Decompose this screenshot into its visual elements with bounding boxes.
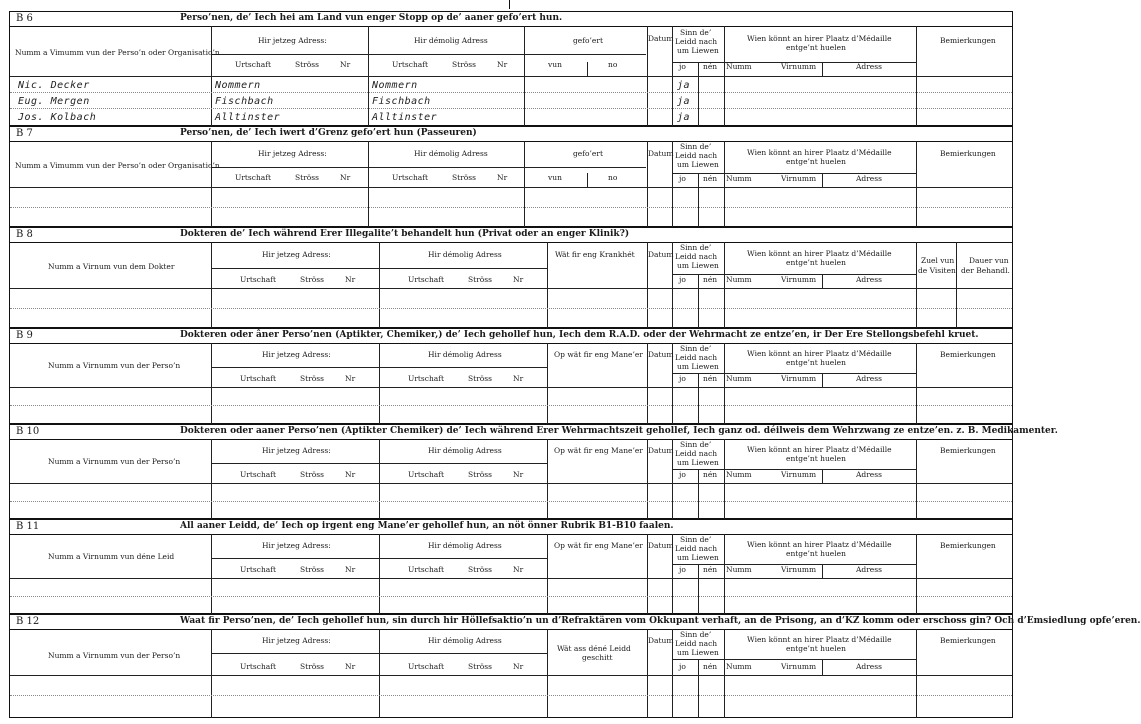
- alive-label-1: Sinn de’: [680, 28, 712, 37]
- col-name-label: Numm a Virnumm vun déne Leid: [48, 552, 175, 561]
- no-label: nén: [703, 470, 718, 479]
- ortschaft-label: Urtschaft: [408, 565, 445, 574]
- nr-label: Nr: [513, 662, 524, 671]
- strooss-label: Ströss: [300, 470, 324, 479]
- alive-label-3: um Liewen: [677, 553, 719, 562]
- nr-label: Nr: [513, 470, 524, 479]
- entry-former-address: Fischbach: [372, 96, 431, 107]
- alive-label-2: Leidd nach: [675, 544, 718, 553]
- alive-label-1: Sinn de’: [680, 535, 712, 544]
- entry-former-address: Alltinster: [372, 112, 438, 123]
- strooss-label: Ströss: [300, 662, 324, 671]
- alive-label-3: um Liewen: [677, 362, 719, 371]
- medal-label-1: Wien könnt an hirer Plaatz d’Médaille: [747, 34, 892, 43]
- illness-label: Wät fir eng Krankhét: [555, 250, 635, 259]
- what-happened-label-2: geschitt: [582, 653, 613, 662]
- current-address-label: Hir jetzeg Adress:: [258, 36, 327, 45]
- numm-label: Numm: [726, 565, 752, 574]
- medal-label-1: Wien könnt an hirer Plaatz d’Médaille: [747, 148, 892, 157]
- manner-label: Op wät fir eng Mane’er: [554, 541, 643, 550]
- strooss-label: Ströss: [468, 374, 492, 383]
- yes-label: jo: [679, 374, 686, 383]
- adress-label: Adress: [856, 62, 882, 71]
- section-b10: [9, 424, 1058, 519]
- medal-label-1: Wien könnt an hirer Plaatz d’Médaille: [747, 635, 892, 644]
- ortschaft-label: Urtschaft: [408, 374, 445, 383]
- section-code: B 9: [16, 330, 33, 341]
- col-name-label: Numm a Virnumm vun der Perso’n: [48, 457, 181, 466]
- section-b9: [9, 328, 1013, 424]
- ortschaft-label: Urtschaft: [240, 565, 277, 574]
- yes-label: jo: [679, 62, 686, 71]
- strooss-label: Ströss: [295, 173, 319, 182]
- alive-label-2: Leidd nach: [675, 449, 718, 458]
- section-code: B 10: [16, 426, 40, 437]
- section-code: B 12: [16, 616, 40, 627]
- section-title: Dokteren oder aaner Perso’nen (Aptikter Chemiker) de’ Iech während Erer Wehrmachtszeit gehollef, Iech ganz od. déilweis dem Wehrzwang ze entze’en. z. B. Medikamenter.: [180, 426, 1058, 436]
- ortschaft-label: Urtschaft: [408, 275, 445, 284]
- section-b6: [9, 11, 1013, 126]
- section-title: Dokteren oder âner Perso’nen (Aptikter, Chemiker,) de’ Iech gehollef hun, Iech dem R.A.D. oder der Wehrmacht ze entze’en, ir Der Ere Stellongsbefehl kruet.: [180, 330, 979, 340]
- strooss-label: Ströss: [468, 470, 492, 479]
- numm-label: Numm: [726, 275, 752, 284]
- yes-label: jo: [679, 275, 686, 284]
- entry-name: Jos. Kolbach: [18, 112, 97, 123]
- date-label: Datum: [648, 149, 674, 158]
- col-name-label: Numm a Virnum vun dem Dokter: [48, 262, 175, 271]
- entry-alive: ja: [677, 80, 691, 91]
- medal-label-2: entge’nt huelen: [786, 644, 846, 653]
- visits-label-2: de Visiten: [918, 266, 956, 275]
- strooss-label: Ströss: [452, 173, 476, 182]
- medal-label-1: Wien könnt an hirer Plaatz d’Médaille: [747, 540, 892, 549]
- section-b10-header: [10, 425, 1058, 440]
- numm-label: Numm: [726, 662, 752, 671]
- current-address-label: Hir jetzeg Adress:: [258, 149, 327, 158]
- col-name-label: Numm a Virnumm vun der Perso’n: [48, 651, 181, 660]
- ortschaft-label: Urtschaft: [235, 60, 272, 69]
- entry-alive: ja: [677, 112, 691, 123]
- former-address-label: Hir démolig Adress: [428, 250, 502, 259]
- entry-name: Nic. Decker: [18, 80, 90, 91]
- no-label: nén: [703, 174, 718, 183]
- alive-label-3: um Liewen: [677, 458, 719, 467]
- nr-label: Nr: [345, 470, 356, 479]
- medal-label-2: entge’nt huelen: [786, 157, 846, 166]
- entry-current-address: Fischbach: [215, 96, 274, 107]
- ortschaft-label: Urtschaft: [240, 374, 277, 383]
- ortschaft-label: Urtschaft: [235, 173, 272, 182]
- alive-label-1: Sinn de’: [680, 243, 712, 252]
- strooss-label: Ströss: [468, 662, 492, 671]
- no-label: nén: [703, 374, 718, 383]
- ortschaft-label: Urtschaft: [392, 173, 429, 182]
- medal-label-2: entge’nt huelen: [786, 43, 846, 52]
- ortschaft-label: Urtschaft: [392, 60, 429, 69]
- current-address-label: Hir jetzeg Adress:: [262, 446, 331, 455]
- section-b11-header: [10, 520, 1012, 535]
- virnumm-label: Virnumm: [781, 174, 817, 183]
- ortschaft-label: Urtschaft: [240, 470, 277, 479]
- nr-label: Nr: [513, 374, 524, 383]
- alive-label-1: Sinn de’: [680, 142, 712, 151]
- medal-label-1: Wien könnt an hirer Plaatz d’Médaille: [747, 349, 892, 358]
- section-b9-header: [10, 329, 1012, 344]
- section-title: Perso’nen, de’ Iech hei am Land vun enger Stopp op de’ aaner gefo’ert hun.: [180, 13, 563, 23]
- virnumm-label: Virnumm: [781, 275, 817, 284]
- alive-label-3: um Liewen: [677, 648, 719, 657]
- remarks-label: Bemierkungen: [940, 36, 996, 45]
- nr-label: Nr: [345, 565, 356, 574]
- duration-label-2: der Behandl.: [961, 266, 1010, 275]
- section-b6-header: [10, 12, 1012, 27]
- virnumm-label: Virnumm: [781, 470, 817, 479]
- former-address-label: Hir démolig Adress: [428, 636, 502, 645]
- medal-label-1: Wien könnt an hirer Plaatz d’Médaille: [747, 249, 892, 258]
- section-title: Perso’nen, de’ Iech iwert d’Grenz gefo’ert hun (Passeuren): [180, 128, 477, 138]
- section-code: B 6: [16, 13, 33, 24]
- strooss-label: Ströss: [300, 275, 324, 284]
- alive-label-1: Sinn de’: [680, 440, 712, 449]
- section-b8: [9, 227, 1013, 328]
- entry-former-address: Nommern: [372, 80, 418, 91]
- section-code: B 8: [16, 229, 33, 240]
- adress-label: Adress: [856, 174, 882, 183]
- alive-label-1: Sinn de’: [680, 630, 712, 639]
- section-title: Waat fir Perso’nen, de’ Iech gehollef hun, sin durch hir Höllefsaktio’n un d’Refraktären vom Okkupant verhaft, an de Prisong, an d’KZ komm oder erschoss gin? Och d’Emsiedlung opfe’eren.: [180, 616, 1141, 626]
- numm-label: Numm: [726, 174, 752, 183]
- adress-label: Adress: [856, 275, 882, 284]
- alive-label-3: um Liewen: [677, 160, 719, 169]
- strooss-label: Ströss: [300, 374, 324, 383]
- transported-label: gefo’ert: [573, 36, 603, 45]
- medal-label-2: entge’nt huelen: [786, 549, 846, 558]
- date-label: Datum: [648, 541, 674, 550]
- current-address-label: Hir jetzeg Adress:: [262, 250, 331, 259]
- date-label: Datum: [648, 636, 674, 645]
- alive-label-2: Leidd nach: [675, 252, 718, 261]
- visits-label-1: Zuel vun: [921, 256, 955, 265]
- virnumm-label: Virnumm: [781, 662, 817, 671]
- alive-label-3: um Liewen: [677, 261, 719, 270]
- strooss-label: Ströss: [300, 565, 324, 574]
- col-name-label: Numm a Vimumm vun der Perso’n oder Organisatio’n: [15, 48, 220, 57]
- no-label: nén: [703, 275, 718, 284]
- alive-label-3: um Liewen: [677, 46, 719, 55]
- alive-label-2: Leidd nach: [675, 151, 718, 160]
- remarks-label: Bemierkungen: [940, 446, 996, 455]
- to-label: no: [608, 173, 618, 182]
- ortschaft-label: Urtschaft: [240, 662, 277, 671]
- top-tick: [509, 0, 510, 9]
- alive-label-1: Sinn de’: [680, 344, 712, 353]
- strooss-label: Ströss: [468, 275, 492, 284]
- alive-label-2: Leidd nach: [675, 639, 718, 648]
- ortschaft-label: Urtschaft: [408, 470, 445, 479]
- yes-label: jo: [679, 565, 686, 574]
- alive-label-2: Leidd nach: [675, 353, 718, 362]
- virnumm-label: Virnumm: [781, 62, 817, 71]
- strooss-label: Ströss: [452, 60, 476, 69]
- strooss-label: Ströss: [468, 565, 492, 574]
- numm-label: Numm: [726, 62, 752, 71]
- remarks-label: Bemierkungen: [940, 350, 996, 359]
- adress-label: Adress: [856, 565, 882, 574]
- from-label: vun: [548, 60, 562, 69]
- no-label: nén: [703, 565, 718, 574]
- former-address-label: Hir démolig Adress: [428, 350, 502, 359]
- nr-label: Nr: [513, 565, 524, 574]
- medal-label-2: entge’nt huelen: [786, 358, 846, 367]
- adress-label: Adress: [856, 374, 882, 383]
- what-happened-label-1: Wät ass déné Leidd: [557, 644, 631, 653]
- adress-label: Adress: [856, 470, 882, 479]
- date-label: Datum: [648, 446, 674, 455]
- nr-label: Nr: [497, 60, 508, 69]
- nr-label: Nr: [340, 173, 351, 182]
- numm-label: Numm: [726, 374, 752, 383]
- entry-current-address: Nommern: [215, 80, 261, 91]
- date-label: Datum: [648, 350, 674, 359]
- entry-current-address: Alltinster: [215, 112, 281, 123]
- ortschaft-label: Urtschaft: [240, 275, 277, 284]
- section-b7: [9, 126, 1013, 227]
- section-code: B 11: [16, 521, 40, 532]
- from-label: vun: [548, 173, 562, 182]
- section-b7-header: [10, 127, 1012, 142]
- virnumm-label: Virnumm: [781, 374, 817, 383]
- entry-name: Eug. Mergen: [18, 96, 90, 107]
- yes-label: jo: [679, 470, 686, 479]
- no-label: nén: [703, 662, 718, 671]
- date-label: Datum: [648, 34, 674, 43]
- current-address-label: Hir jetzeg Adress:: [262, 636, 331, 645]
- date-label: Datum: [648, 250, 674, 259]
- alive-label-2: Leidd nach: [675, 37, 718, 46]
- nr-label: Nr: [345, 374, 356, 383]
- nr-label: Nr: [340, 60, 351, 69]
- former-address-label: Hir démolig Adress: [428, 541, 502, 550]
- nr-label: Nr: [345, 662, 356, 671]
- yes-label: jo: [679, 174, 686, 183]
- duration-label-1: Dauer vun: [969, 256, 1009, 265]
- no-label: nén: [703, 62, 718, 71]
- nr-label: Nr: [345, 275, 356, 284]
- section-b11: [9, 519, 1013, 614]
- remarks-label: Bemierkungen: [940, 541, 996, 550]
- entry-alive: ja: [677, 96, 691, 107]
- section-title: Dokteren de’ Iech während Erer Illegalite’t behandelt hun (Privat oder an enger Klinik?): [180, 229, 630, 239]
- col-name-label: Numm a Vimumm vun der Perso’n oder Organisatio’n: [15, 161, 220, 170]
- section-code: B 7: [16, 128, 33, 139]
- strooss-label: Ströss: [295, 60, 319, 69]
- nr-label: Nr: [497, 173, 508, 182]
- yes-label: jo: [679, 662, 686, 671]
- section-title: All aaner Leidd, de’ Iech op irgent eng Mane’er gehollef hun, an nöt önner Rubrik B1-B10 faalen.: [180, 521, 674, 531]
- medal-label-2: entge’nt huelen: [786, 454, 846, 463]
- manner-label: Op wät fir eng Mane’er: [554, 446, 643, 455]
- transported-label: gefo’ert: [573, 149, 603, 158]
- col-name-label: Numm a Virnumm vun der Perso’n: [48, 361, 181, 370]
- section-b12: [9, 614, 1141, 718]
- numm-label: Numm: [726, 470, 752, 479]
- remarks-label: Bemierkungen: [940, 636, 996, 645]
- current-address-label: Hir jetzeg Adress:: [262, 350, 331, 359]
- adress-label: Adress: [856, 662, 882, 671]
- former-address-label: Hir démolig Adress: [428, 446, 502, 455]
- nr-label: Nr: [513, 275, 524, 284]
- section-b12-header: [10, 615, 1141, 630]
- medal-label-2: entge’nt huelen: [786, 258, 846, 267]
- virnumm-label: Virnumm: [781, 565, 817, 574]
- remarks-label: Bemierkungen: [940, 149, 996, 158]
- current-address-label: Hir jetzeg Adress:: [262, 541, 331, 550]
- section-b8-header: [10, 228, 1012, 243]
- former-address-label: Hir démolig Adress: [414, 36, 488, 45]
- manner-label: Op wät fir eng Mane’er: [554, 350, 643, 359]
- ortschaft-label: Urtschaft: [408, 662, 445, 671]
- medal-label-1: Wien könnt an hirer Plaatz d’Médaille: [747, 445, 892, 454]
- former-address-label: Hir démolig Adress: [414, 149, 488, 158]
- to-label: no: [608, 60, 618, 69]
